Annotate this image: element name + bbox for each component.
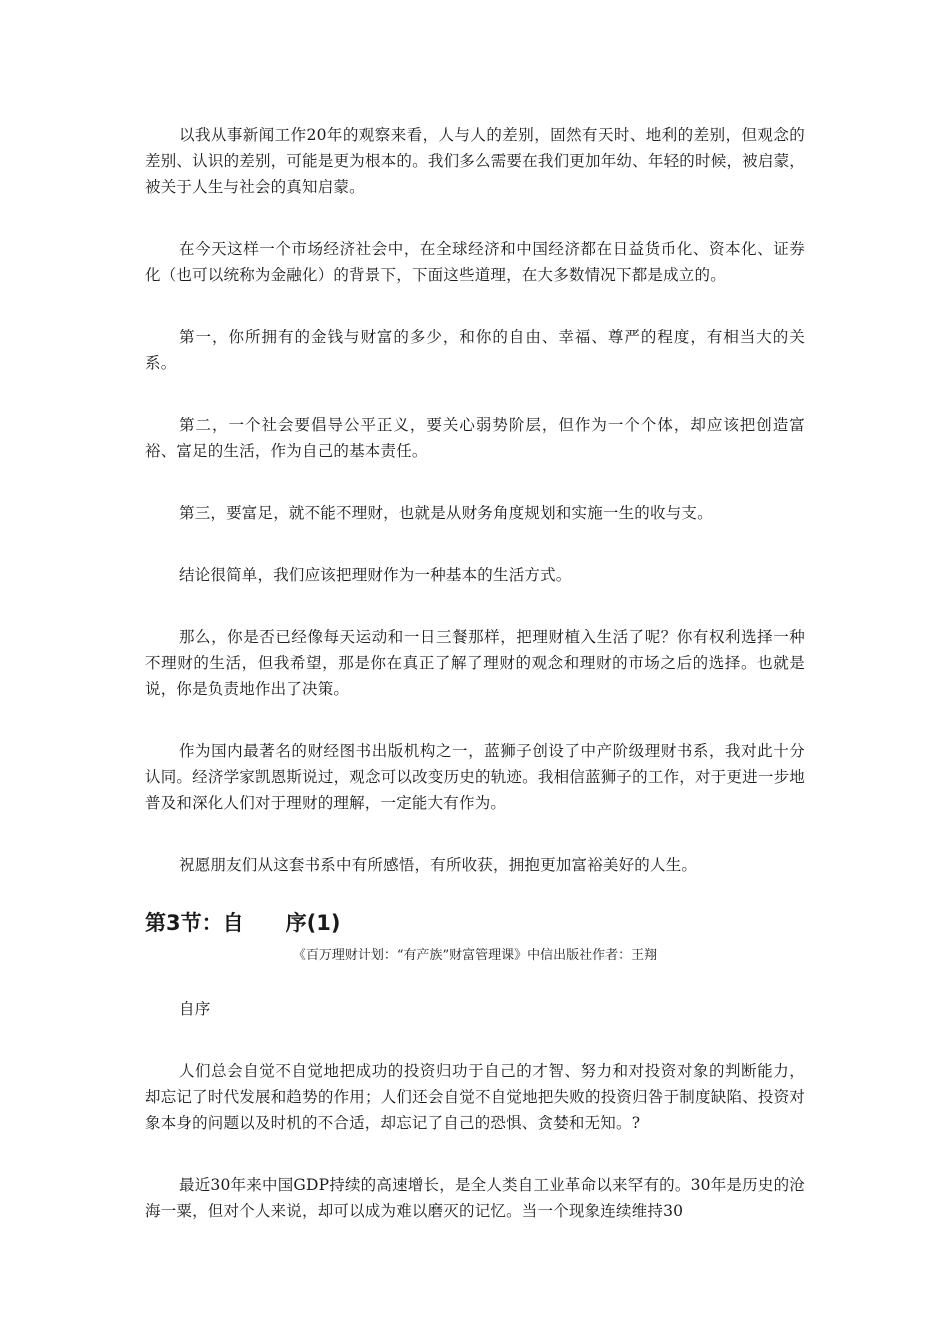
section-heading: 第3节：自 序(1) [145, 911, 341, 935]
book-byline: 《百万理财计划：“有产族”财富管理课》中信出版社作者：王翔 [292, 948, 658, 963]
paragraph: 最近30年来中国GDP持续的高速增长，是全人类自工业革命以来罕有的。30年是历史的沧海一粟，但对个人来说，却可以成为难以磨灭的记忆。当一个现象连续维持30 [145, 1176, 805, 1220]
paragraph: 祝愿朋友们从这套书系中有所感悟，有所收获，拥抱更加富裕美好的人生。 [179, 856, 698, 874]
paragraph: 在今天这样一个市场经济社会中，在全球经济和中国经济都在日益货币化、资本化、证券化（也可以统称为金融化）的背景下，下面这些道理，在大多数情况下都是成立的。 [145, 240, 805, 284]
paragraph: 第三，要富足，就不能不理财，也就是从财务角度规划和实施一生的收与支。 [179, 504, 713, 522]
paragraph: 人们总会自觉不自觉地把成功的投资归功于自己的才智、努力和对投资对象的判断能力，却忘记了时代发展和趋势的作用；人们还会自觉不自觉地把失败的投资归咎于制度缺陷、投资对象本身的问题以及时机的不合适，却忘记了自己的恐惧、贪婪和无知。? [145, 1062, 805, 1132]
paragraph: 第二，一个社会要倡导公平正义，要关心弱势阶层，但作为一个个体，却应该把创造富裕、富足的生活，作为自己的基本责任。 [145, 416, 805, 460]
paragraph: 第一，你所拥有的金钱与财富的多少，和你的自由、幸福、尊严的程度，有相当大的关系。 [145, 328, 805, 372]
paragraph-subtitle: 自序 [179, 1000, 211, 1018]
paragraph: 结论很简单，我们应该把理财作为一种基本的生活方式。 [179, 566, 572, 584]
paragraph: 作为国内最著名的财经图书出版机构之一，蓝狮子创设了中产阶级理财书系，我对此十分认同。经济学家凯恩斯说过，观念可以改变历史的轨迹。我相信蓝狮子的工作，对于更进一步地普及和深化人们对于理财的理解，一定能大有作为。 [145, 742, 805, 812]
paragraph: 以我从事新闻工作20年的观察来看，人与人的差别，固然有天时、地利的差别，但观念的差别、认识的差别，可能是更为根本的。我们多么需要在我们更加年幼、年轻的时候，被启蒙，被关于人生与社会的真知启蒙。 [145, 126, 805, 196]
paragraph: 那么，你是否已经像每天运动和一日三餐那样，把理财植入生活了呢？你有权利选择一种不理财的生活，但我希望，那是你在真正了解了理财的观念和理财的市场之后的选择。也就是说，你是负责地作出了决策。 [145, 628, 805, 698]
document-page [145, 122, 805, 1224]
